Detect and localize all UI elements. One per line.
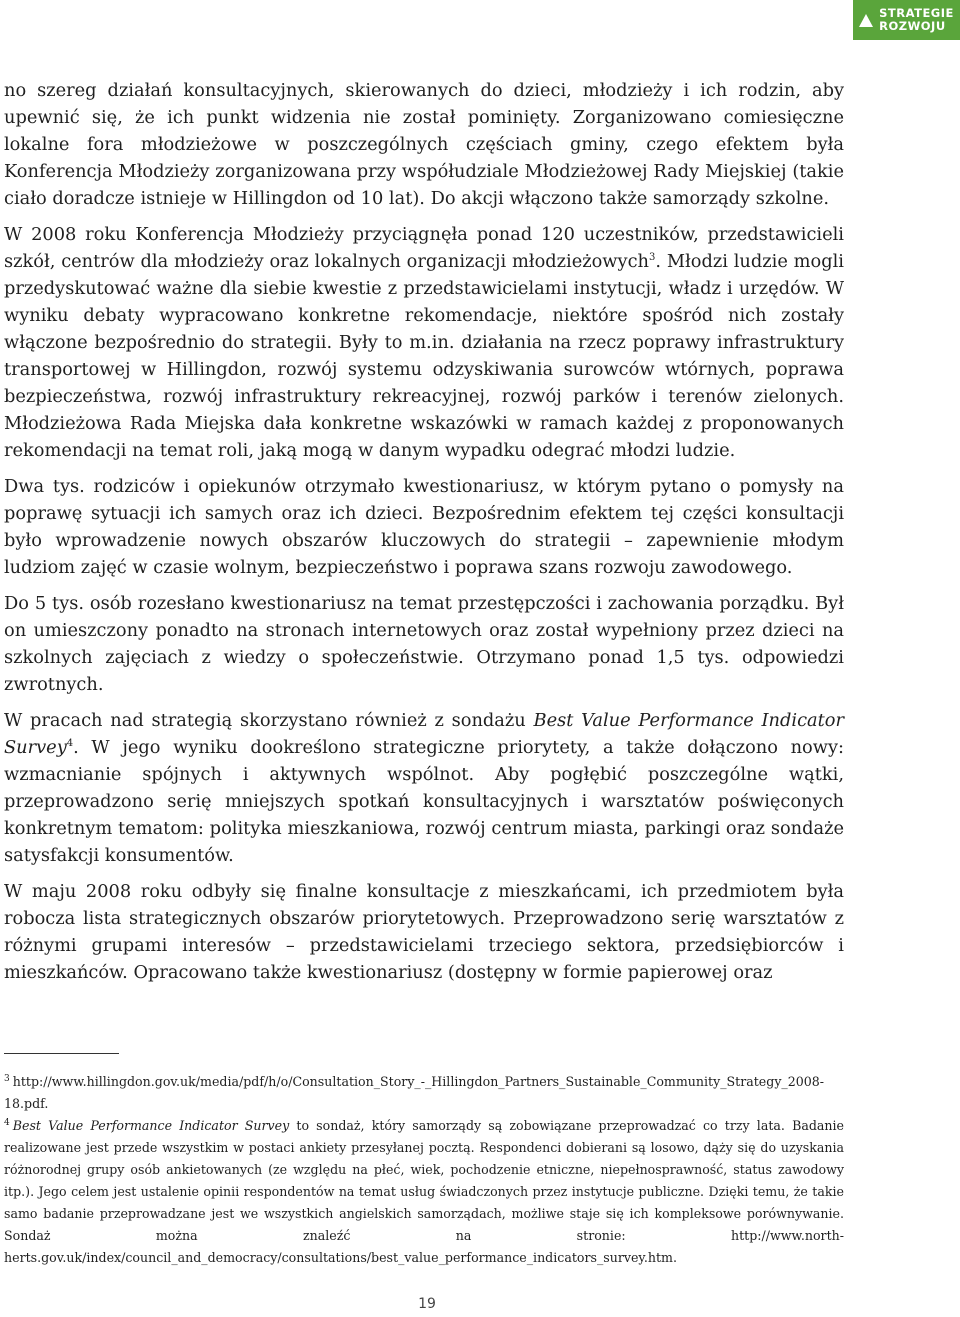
footnote-number: 4 [4,1117,10,1128]
logo-text [879,7,954,33]
footnote-divider [4,1053,119,1054]
footnote-ref-4[interactable]: 4 [66,738,74,750]
strategie-rozwoju-logo [853,0,960,40]
footnote-4-survey-title: Best Value Performance Indicator Survey [12,1118,290,1133]
footnote-4 [4,1115,844,1269]
paragraph-5 [4,707,844,869]
page-number: 19 [418,1296,436,1312]
footnote-ref-3[interactable]: 3 [648,252,656,264]
survey-title: Best Value Performance Indicator Survey [4,710,844,758]
footnotes [4,1071,844,1269]
arrow-up-icon [859,14,873,27]
main-text [4,77,844,995]
logo-line-2: ROZWOJU [879,19,946,33]
paragraph-5-text-a: W pracach nad strategią skorzystano również z sondażu [4,710,534,731]
paragraph-2-text-b: . Młodzi ludzie mogli przedyskutować ważne dla siebie kwestie z przedstawicielami instytucji, władz i urzędów. W wyniku debaty wypracowano konkretne rekomendacje, niektóre spośród nich zostały włączone bezpośrednio do strategii. Były to m.in. działania na rzecz poprawy infrastruktury transportowej w Hillingdon, rozwój systemu odzyskiwania surowców wtórnych, poprawa bezpieczeństwa, rozwój infrastruktury rekreacyjnej, rozwój parków i terenów zielonych. Młodzieżowa Rada Miejska dała konkretne wskazówki w ramach każdej z proponowanych rekomendacji na temat roli, jaką mogą w danym wypadku odegrać młodzi ludzie. [4,251,844,461]
paragraph-3: Dwa tys. rodziców i opiekunów otrzymało kwestionariusz, w którym pytano o pomysły na poprawę sytuacji ich samych oraz ich dzieci. Bezpośrednim efektem tej części konsultacji było wprowadzenie nowych obszarów kluczowych do strategii – zapewnienie młodym ludziom zajęć w czasie wolnym, bezpieczeństwo i poprawa szans rozwoju zawodowego. [4,476,844,578]
logo-line-1: STRATEGIE [879,6,954,20]
paragraph-5-text-b: . W jego wyniku dookreślono strategiczne priorytety, a także dołączono nowy: wzmacnianie spójnych i aktywnych wspólnot. Aby pogłębić poszczególne wątki, przeprowadzono serię mniejszych spotkań konsultacyjnych i warsztatów poświęconych konkretnym tematom: polityka mieszkaniowa, rozwój centrum miasta, parkingi oraz sondaże satysfakcji konsumentów. [4,737,844,866]
footnote-number: 3 [4,1073,10,1084]
footnote-3-link[interactable]: http://www.hillingdon.gov.uk/media/pdf/h/o/Consultation_Story_-_Hillingdon_Partners_Sustainable_Community_Strategy_2008-18.pdf. [4,1074,825,1111]
paragraph-2 [4,221,844,464]
paragraph-2-text-a: W 2008 roku Konferencja Młodzieży przyciągnęła ponad 120 uczestników, przedstawicieli szkół, centrów dla młodzieży oraz lokalnych organizacji młodzieżowych [4,224,844,272]
footnote-3 [4,1071,844,1115]
paragraph-1: no szereg działań konsultacyjnych, skierowanych do dzieci, młodzieży i ich rodzin, aby upewnić się, że ich punkt widzenia nie został pominięty. Zorganizowano comiesięczne lokalne fora młodzieżowe w poszczególnych częściach gminy, czego efektem była Konferencja Młodzieży zorganizowana przy współudziale Młodzieżowej Rady Miejskiej (takie ciało doradcze istnieje w Hillingdon od 10 lat). Do akcji włączono także samorządy szkolne. [4,80,844,209]
paragraph-4: Do 5 tys. osób rozesłano kwestionariusz na temat przestępczości i zachowania porządku. Był on umieszczony ponadto na stronach internetowych oraz został wypełniony przez dzieci na szkolnych zajęciach z wiedzy o społeczeństwie. Otrzymano ponad 1,5 tys. odpowiedzi zwrotnych. [4,593,844,695]
paragraph-6: W maju 2008 roku odbyły się finalne konsultacje z mieszkańcami, ich przedmiotem była robocza lista strategicznych obszarów priorytetowych. Przeprowadzono serię warsztatów z różnymi grupami interesów – przedstawicielami trzeciego sektora, przedsiębiorców i mieszkańców. Opracowano także kwestionariusz (dostępny w formie papierowej oraz [4,881,844,983]
footnote-4-text: to sondaż, który samorządy są zobowiązane przeprowadzać co trzy lata. Badanie realizowane jest przede wszystkim w postaci ankiety przesyłanej pocztą. Respondenci dobierani są losowo, dąży się do uzyskania różnorodnej grupy osób ankietowanych (ze względu na płeć, wiek, pochodzenie etniczne, niepełnosprawność, status zawodowy itp.). Jego celem jest ustalenie opinii respondentów na temat usług świadczonych przez instytucje publiczne. Dzięki temu, że takie samo badanie przeprowadzane jest we wszystkich angielskich samorządach, możliwe staje się ich kompleksowe porównywanie. Sondaż można znaleźć na stronie: http://www.north-herts.gov.uk/index/council_and_democracy/consultations/best_value_performance_indicators_survey.htm. [4,1118,844,1265]
